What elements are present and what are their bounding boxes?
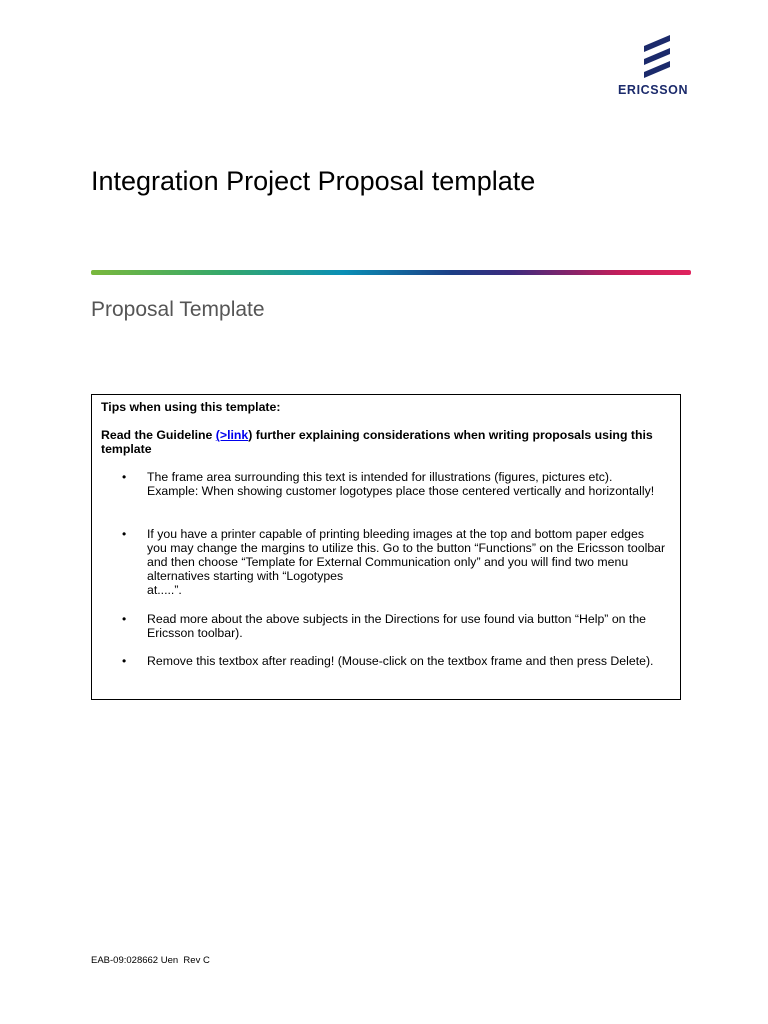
tips-heading: Tips when using this template: [101, 400, 281, 414]
tips-textbox[interactable] [91, 394, 681, 700]
bullet-dot: • [122, 612, 127, 626]
tip-bullet-text: Remove this textbox after reading! (Mouse-click on the textbox frame and then press Delete). [147, 654, 654, 668]
guideline-text-before: Read the Guideline [101, 428, 216, 442]
document-title: Integration Project Proposal template [91, 166, 536, 196]
tip-bullet-text: The frame area surrounding this text is intended for illustrations (figures, pictures etc). Example: When showing customer logotypes place those centered vertically and horizontally! [147, 470, 655, 498]
bullet-dot: • [122, 527, 127, 541]
guideline-text-after: ) further explaining considerations when writing proposals using this template [101, 428, 653, 456]
gradient-divider [91, 270, 691, 275]
ericsson-wordmark: ERICSSON [618, 83, 689, 97]
ericsson-logo [616, 33, 700, 97]
guideline-paragraph [101, 428, 666, 456]
bullet-dot: • [122, 654, 127, 668]
tip-bullet-text: Read more about the above subjects in the Directions for use found via button “Help” on the Ericsson toolbar). [147, 612, 647, 640]
ericsson-logo-icon [640, 33, 674, 79]
bullet-dot: • [122, 470, 127, 484]
document-number-footer: EAB-09:028662 Uen Rev C [91, 955, 210, 966]
document-subtitle: Proposal Template [91, 298, 265, 321]
guideline-link[interactable]: (>link [215, 428, 249, 442]
tip-bullet-text: If you have a printer capable of printing bleeding images at the top and bottom paper edges you may change the margins to utilize this. Go to the button “Functions” on the Ericsson toolbar and then choose “Template for External Communication only” and you will find two menu alternatives starting with “Logotypes at.....”. [147, 527, 666, 597]
